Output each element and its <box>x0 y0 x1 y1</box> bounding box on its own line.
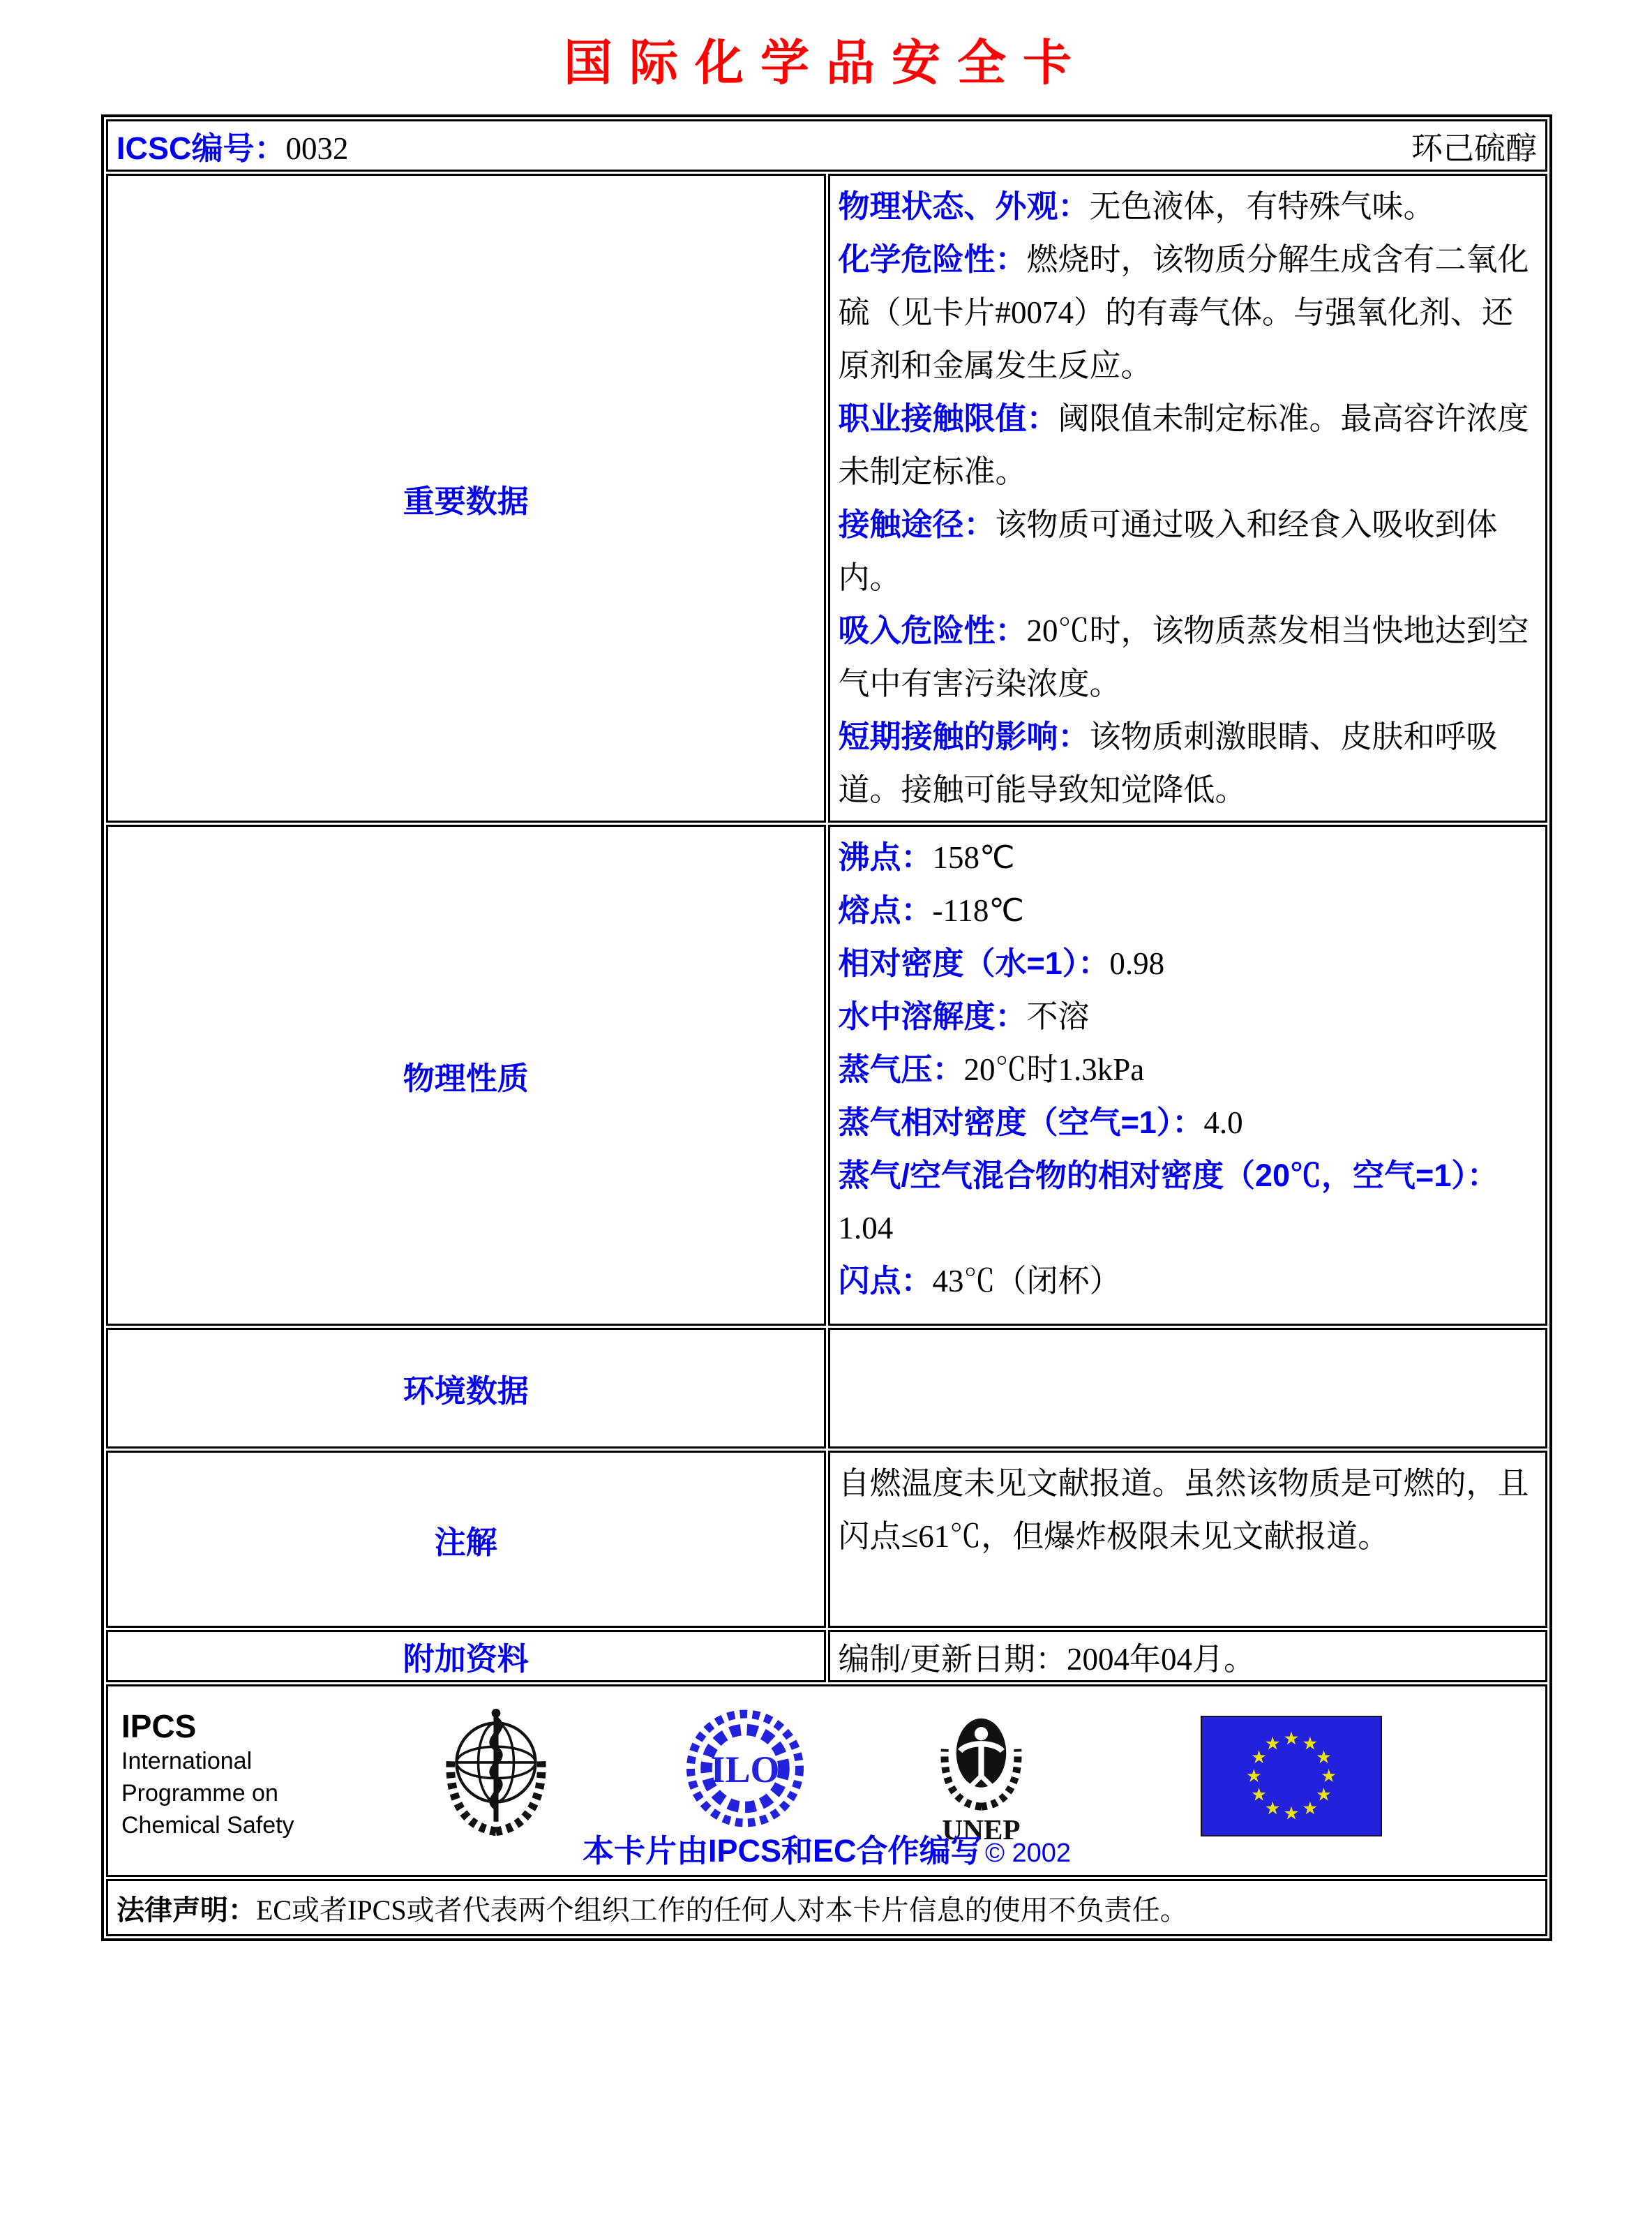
field-text: 该物质刺激眼睛、皮肤和呼吸道。接触可能导致知觉降低。 <box>838 719 1498 807</box>
field-label: 物理状态、外观： <box>838 188 1090 224</box>
environment-data-content <box>828 1328 1548 1449</box>
field-text: 1.04 <box>838 1211 894 1245</box>
field-vapor-pressure <box>839 1043 1538 1096</box>
field-text: 无色液体，有特殊气味。 <box>1089 189 1435 224</box>
who-logo-icon <box>437 1693 555 1841</box>
section-label-additional-info: 附加资料 <box>106 1630 826 1682</box>
field-text: 158℃ <box>932 840 1015 875</box>
ilo-logo-icon <box>682 1700 808 1836</box>
field-exposure-routes <box>839 498 1538 604</box>
footer-caption-text: 本卡片由IPCS和EC合作编写 <box>582 1833 982 1869</box>
unep-logo-text: UNEP <box>942 1813 1021 1846</box>
chemical-name: 环己硫醇 <box>1411 131 1537 166</box>
field-label: 蒸气/空气混合物的相对密度（20℃，空气=1）： <box>838 1158 1499 1193</box>
ilo-logo-text: ILO <box>710 1749 780 1790</box>
icsc-number-value: 0032 <box>285 131 349 166</box>
field-label: 闪点： <box>838 1263 933 1299</box>
field-boiling-point <box>839 831 1538 884</box>
field-label: 蒸气压： <box>838 1052 964 1087</box>
field-label: 短期接触的影响： <box>838 719 1090 754</box>
section-label-environment-data: 环境数据 <box>106 1328 826 1449</box>
legal-cell <box>106 1879 1547 1936</box>
header-row <box>106 119 1547 172</box>
field-label: 职业接触限值： <box>838 401 1058 436</box>
card-header <box>117 123 1537 168</box>
ipcs-subtitle-line: Chemical Safety <box>121 1812 294 1839</box>
field-text: 该物质可通过吸入和经食入吸收到体内。 <box>838 507 1498 595</box>
field-text: 0.98 <box>1109 946 1165 981</box>
field-label: 沸点： <box>838 839 933 875</box>
physical-properties-row <box>106 825 1547 1326</box>
icsc-number-label: ICSC编号： <box>117 130 286 166</box>
field-physical-state <box>839 180 1538 233</box>
field-relative-density <box>839 937 1538 990</box>
field-chemical-danger <box>839 233 1538 392</box>
field-text: 43℃（闭杯） <box>932 1264 1121 1299</box>
legal-row <box>106 1879 1547 1936</box>
field-text: 4.0 <box>1203 1105 1243 1140</box>
field-label: 化学危险性： <box>838 241 1027 277</box>
field-label: 接触途径： <box>838 507 996 542</box>
field-text: 20℃时1.3kPa <box>963 1052 1145 1087</box>
field-vapor-density <box>839 1096 1538 1149</box>
eu-flag-icon <box>1201 1716 1382 1836</box>
field-melting-point <box>839 884 1538 937</box>
logos-footer-row <box>106 1684 1547 1877</box>
field-flash-point <box>839 1255 1538 1308</box>
page-title: 国际化学品安全卡 <box>564 36 1088 90</box>
field-label: 熔点： <box>838 892 933 928</box>
notes-row <box>106 1451 1547 1628</box>
field-vapor-air-mixture-density <box>839 1149 1538 1255</box>
footer-copyright: © 2002 <box>984 1839 1072 1868</box>
notes-paragraph <box>839 1457 1538 1563</box>
field-text: 阈限值未制定标准。最高容许浓度未制定标准。 <box>838 401 1529 489</box>
ipcs-subtitle-line: Programme on <box>121 1780 278 1806</box>
ipcs-subtitle-line: International <box>121 1748 253 1774</box>
unep-logo-icon <box>924 1693 1039 1847</box>
icsc-number-group <box>117 123 349 168</box>
field-label: 蒸气相对密度（空气=1）： <box>838 1105 1204 1140</box>
notes-content <box>828 1451 1548 1628</box>
additional-info-text: 编制/更新日期：2004年04月。 <box>838 1642 1256 1677</box>
field-text: -118℃ <box>932 893 1024 928</box>
important-data-content <box>828 174 1548 823</box>
legal-label: 法律声明： <box>117 1894 256 1926</box>
field-inhalation-risk <box>839 604 1538 710</box>
footer-caption <box>109 1825 1545 1871</box>
section-label-important-data: 重要数据 <box>106 174 826 823</box>
notes-text: 自燃温度未见文献报道。虽然该物质是可燃的，且闪点≤61℃，但爆炸极限未见文献报道。 <box>838 1466 1529 1554</box>
field-label: 水中溶解度： <box>838 998 1027 1034</box>
additional-info-content <box>828 1630 1548 1682</box>
field-text: 不溶 <box>1026 999 1090 1034</box>
ipcs-title: IPCS <box>121 1708 197 1744</box>
field-short-term-effects <box>839 710 1538 816</box>
logos-footer <box>109 1689 1545 1872</box>
field-occupational-limits <box>839 392 1538 498</box>
field-text: 燃烧时，该物质分解生成含有二氧化硫（见卡片#0074）的有毒气体。与强氧化剂、还原剂和金属发生反应。 <box>838 242 1529 383</box>
important-data-row <box>106 174 1547 823</box>
field-water-solubility <box>839 990 1538 1043</box>
physical-properties-content <box>828 825 1548 1326</box>
additional-info-row <box>106 1630 1547 1682</box>
section-label-notes: 注解 <box>106 1451 826 1628</box>
section-label-physical-properties: 物理性质 <box>106 825 826 1326</box>
environment-data-row <box>106 1328 1547 1449</box>
ipcs-text-block <box>121 1707 294 1841</box>
icsc-card-table <box>101 114 1552 1941</box>
field-text: 20℃时，该物质蒸发相当快地达到空气中有害污染浓度。 <box>838 613 1529 701</box>
field-label: 吸入危险性： <box>838 613 1027 648</box>
legal-text: EC或者IPCS或者代表两个组织工作的任何人对本卡片信息的使用不负责任。 <box>256 1894 1188 1926</box>
field-label: 相对密度（水=1）： <box>838 945 1110 981</box>
